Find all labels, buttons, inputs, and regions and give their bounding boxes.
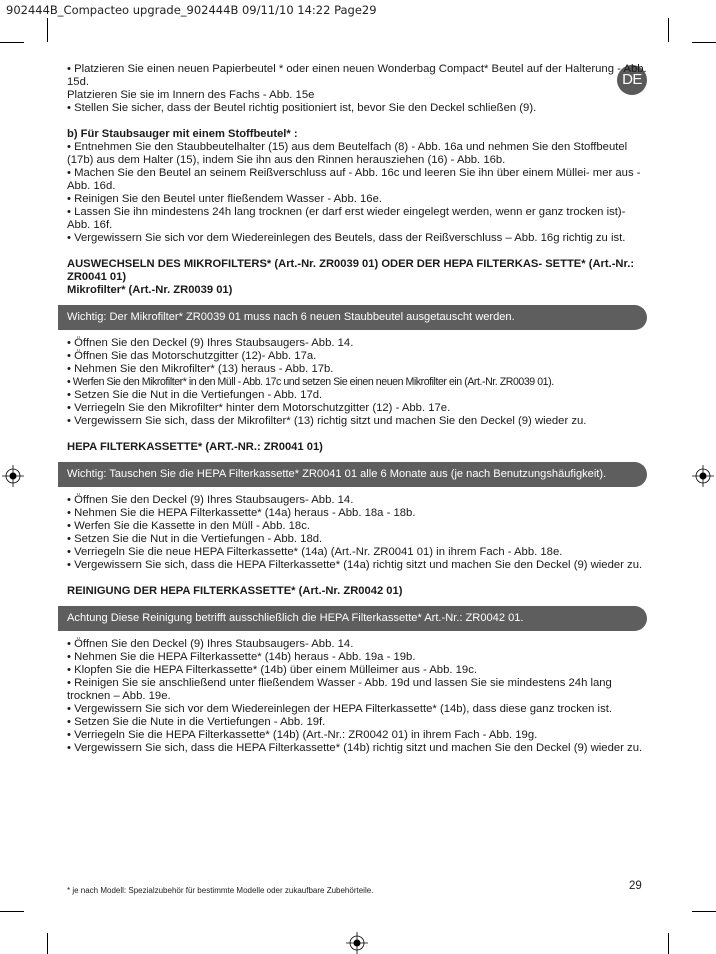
note-banner: Achtung Diese Reinigung betrifft ausschließlich die HEPA Filterkassette* Art.-Nr.: ZR0042 01. [58,606,647,631]
list-item: Platzieren Sie sie im Innern des Fachs - Abb. 15e [67,89,315,101]
list-item: • Vergewissern Sie sich, dass die HEPA Filterkassette* (14a) richtig sitzt und machen Sie den Deckel (9) wieder zu. [67,559,643,571]
list-item: • Entnehmen Sie den Staubbeutelhalter (15) aus dem Beutelfach (8) - Abb. 16a und nehmen Sie den Stoffbeutel (17b) aus dem Halter (15), indem Sie ihn aus den Rinnen herausziehen (16) - Abb. 16b. [67,141,628,166]
crop-mark [0,911,24,912]
list-item: • Vergewissern Sie sich, dass die HEPA Filterkassette* (14b) richtig sitzt und machen Sie den Deckel (9) wieder zu. [67,742,643,754]
list-item: • Nehmen Sie die HEPA Filterkassette* (14a) heraus - Abb. 18a - 18b. [67,507,416,519]
list-item: • Nehmen Sie die HEPA Filterkassette* (14b) heraus - Abb. 19a - 19b. [67,651,416,663]
list-item: • Vergewissern Sie sich vor dem Wiedereinlegen der HEPA Filterkassette* (14b), dass diese ganz trocken ist. [67,703,612,715]
crop-mark [47,933,48,954]
registration-mark-icon [346,932,368,954]
page-number: 29 [629,880,642,892]
list-item: • Öffnen Sie den Deckel (9) Ihres Staubsaugers- Abb. 14. [67,494,354,506]
list-item: • Vergewissern Sie sich vor dem Wiedereinlegen des Beutels, dass der Reißverschluss – Abb. 16g richtig zu ist. [67,232,626,244]
note-banner: Wichtig: Tauschen Sie die HEPA Filterkassette* ZR0041 01 alle 6 Monate aus (je nach Benutzungshäufigkeit). [58,462,647,487]
section-microfilter [67,258,647,428]
section-hepa [67,441,647,572]
list-item: • Verriegeln Sie den Mikrofilter* hinter dem Motorschutzgitter (12) - Abb. 17e. [67,402,451,414]
section-a [67,63,647,115]
list-item: • Vergewissern Sie sich, dass der Mikrofilter* (13) richtig sitzt und machen Sie den Deckel (9) wieder zu. [67,415,587,427]
list-item: • Werfen Sie den Mikrofilter* in den Müll - Abb. 17c und setzen Sie einen neuen Mikrofilter ein (Art.-Nr. ZR0039 01). [67,376,554,388]
language-badge: DE [617,65,647,95]
section-heading: AUSWECHSELN DES MIKROFILTERS* (Art.-Nr. ZR0039 01) ODER DER HEPA FILTERKAS- SETTE* (Art.-Nr.: ZR0041 01) [67,258,635,283]
list-item: • Öffnen Sie den Deckel (9) Ihres Staubsaugers- Abb. 14. [67,638,354,650]
list-item: • Öffnen Sie das Motorschutzgitter (12)- Abb. 17a. [67,350,317,362]
list-item: • Reinigen Sie den Beutel unter fließendem Wasser - Abb. 16e. [67,193,383,205]
registration-mark-icon [2,465,24,487]
print-header: 902444B_Compacteo upgrade_902444B 09/11/10 14:22 Page29 [6,3,377,17]
list-item: • Stellen Sie sicher, dass der Beutel richtig positioniert ist, bevor Sie den Deckel schließen (9). [67,102,537,114]
list-item: • Setzen Sie die Nute in die Vertiefungen - Abb. 19f. [67,716,326,728]
list-item: • Platzieren Sie einen neuen Papierbeutel * oder einen neuen Wonderbag Compact* Beutel auf der Halterung - Abb. 15d. [67,63,647,88]
crop-mark [668,933,669,954]
section-b [67,128,647,245]
list-item: • Lassen Sie ihn mindestens 24h lang trocknen (er darf erst wieder eingelegt werden, wenn er ganz trocken ist)- Abb. 16f. [67,206,626,231]
crop-mark [47,18,48,42]
section-heading: HEPA FILTERKASSETTE* (ART.-NR.: ZR0041 01) [67,441,323,453]
list-item: • Reinigen Sie sie anschließend unter fließendem Wasser - Abb. 19d und lassen Sie sie mindestens 24h lang trocknen – Abb. 19e. [67,677,612,702]
list-item: • Machen Sie den Beutel an seinem Reißverschluss auf - Abb. 16c und leeren Sie ihn über einem Müllei- mer aus - Abb. 16d. [67,167,641,192]
crop-mark [692,42,716,43]
crop-mark [668,18,669,42]
section-heading: REINIGUNG DER HEPA FILTERKASSETTE* (Art.-Nr. ZR0042 01) [67,585,403,597]
crop-mark [692,911,716,912]
section-heading: b) Für Staubsauger mit einem Stoffbeutel* : [67,128,298,140]
note-banner: Wichtig: Der Mikrofilter* ZR0039 01 muss nach 6 neuen Staubbeutel ausgetauscht werden. [58,305,647,330]
page-content [67,63,647,755]
list-item: • Werfen Sie die Kassette in den Müll - Abb. 18c. [67,520,310,532]
list-item: • Setzen Sie die Nut in die Vertiefungen - Abb. 18d. [67,533,323,545]
footnote: * je nach Modell: Spezialzubehör für bestimmte Modelle oder zukaufbare Zubehörteile. [67,886,374,895]
list-item: • Klopfen Sie die HEPA Filterkassette* (14b) über einem Mülleimer aus - Abb. 19c. [67,664,478,676]
list-item: • Verriegeln Sie die HEPA Filterkassette* (14b) (Art.-Nr.: ZR0042 01) in ihrem Fach - Abb. 19g. [67,729,538,741]
section-cleaning [67,585,647,755]
registration-mark-icon [692,465,714,487]
section-subheading: Mikrofilter* (Art.-Nr. ZR0039 01) [67,284,233,296]
list-item: • Nehmen Sie den Mikrofilter* (13) heraus - Abb. 17b. [67,363,334,375]
list-item: • Verriegeln Sie die neue HEPA Filterkassette* (14a) (Art.-Nr. ZR0041 01) in ihrem Fach - Abb. 18e. [67,546,563,558]
list-item: • Setzen Sie die Nut in die Vertiefungen - Abb. 17d. [67,389,323,401]
crop-mark [0,42,24,43]
list-item: • Öffnen Sie den Deckel (9) Ihres Staubsaugers- Abb. 14. [67,337,354,349]
